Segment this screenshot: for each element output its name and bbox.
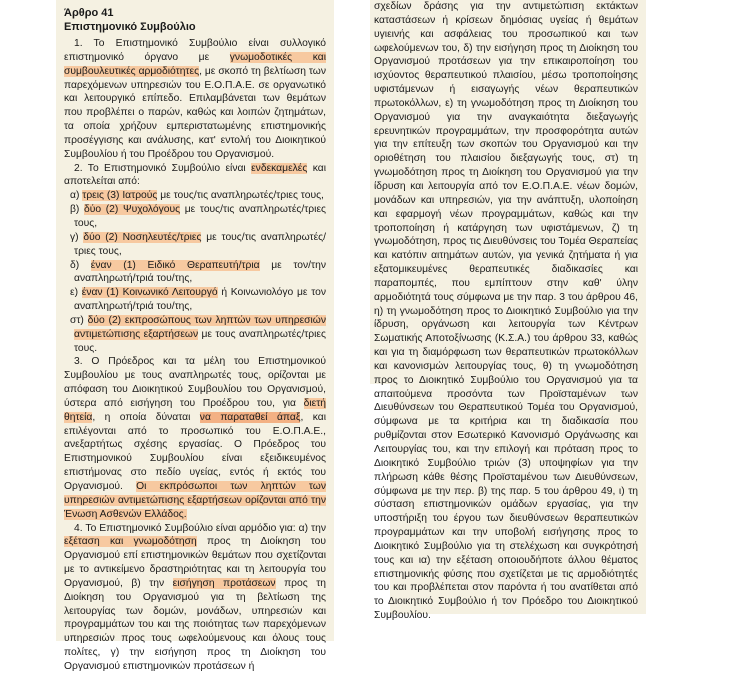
article-number: Άρθρο 41	[64, 7, 114, 19]
item-text: με τους/τις αναπληρωτές/τριες τους,	[157, 190, 324, 202]
item-text: ή Κοινωνιολόγο με τον αναπληρωτή/τριά του/της,	[74, 287, 326, 313]
list-item	[64, 189, 326, 203]
p2-text-a: 2. Το Επιστημονικό Συμβούλιο είναι	[74, 162, 252, 174]
left-column	[56, 0, 334, 672]
list-item	[64, 231, 326, 259]
paragraph-4	[64, 522, 326, 674]
item-highlight: έναν (1) Ειδικό Θεραπευτή/τρια	[90, 259, 260, 271]
item-marker: γ)	[70, 231, 84, 243]
p3-highlight-representatives: Οι εκπρόσωποι των ληπτών των υπηρεσιών αντιμετώπισης εξαρτήσεων ορίζονται από την Ένωση Ασθενών Ελλάδος.	[64, 481, 326, 520]
list-item	[64, 259, 326, 287]
p2-highlight: ενδεκαμελές	[251, 162, 308, 174]
item-highlight: δύο (2) Ψυχολόγους	[84, 204, 181, 216]
p3-text-b: , η οποία δύναται	[92, 411, 200, 423]
p1-text-b: , με σκοπό τη βελτίωση των παρεχόμενων υπηρεσιών του Ε.Ο.Π.Α.Ε. σε οργανωτικό και λειτουργικό επίπεδο. Επιλαμβάνεται των θεμάτων που προβλέπει ο παρών, καθώς και λοιπών ζητημάτων, τα οποία χρήζουν εμπεριστατωμένης επιστημονικής προσέγγισης και ανάλυσης, κατ' εντολή του Διοικητικού Συμβουλίου ή του Προέδρου του Οργανισμού.	[64, 65, 326, 160]
item-highlight: δύο (2) εκπροσώπους των ληπτών των υπηρεσιών αντιμετώπισης εξαρτήσεων	[74, 314, 326, 340]
p3-text-c: , και επιλέγονται από το προσωπικό του Ε.Ο.Π.Α.Ε., ανεξαρτήτως σχέσης εργασίας. Ο Πρόεδρος του Επιστημονικού Συμβουλίου είναι εξειδικευμένος επιστήμονας στο πεδίο υγείας, εντός ή εκτός του Οργανισμού.	[64, 411, 326, 492]
item-marker: στ)	[70, 314, 88, 326]
list-item	[64, 314, 326, 356]
p1-highlight: γνωμοδοτικές και συμβουλευτικές αρμοδιότητες	[64, 51, 326, 77]
paragraph-2	[64, 162, 326, 190]
item-highlight: δύο (2) Νοσηλευτές/τριες	[83, 231, 202, 243]
list-item	[64, 203, 326, 231]
p2-text-b: και αποτελείται από:	[64, 162, 327, 188]
item-highlight: έναν (1) Κοινωνικό Λειτουργό	[81, 287, 218, 299]
item-text: με τον/την αναπληρωτή/τριά του/της,	[74, 259, 326, 285]
right-column-text: σχεδίων δράσης για την αντιμετώπιση εκτάκτων καταστάσεων ή κρίσεων δημόσιας υγείας ή θεμάτων υγιεινής και ασφάλειας του προσωπικού και των ωφελούμενων του, δ) την εισήγηση προς τη Διοίκηση του Οργανισμού προτάσεων για την επικαιροποίηση του ισχύοντος θεραπευτικού πλαισίου, μέσω τροποποίησης υφιστάμενων ή εισαγωγής νέων θεραπευτικών πρωτοκόλλων, ε) τη γνωμοδότηση προς τη Διοίκηση του Οργανισμού για την αναγκαιότητα διεξαγωγής ερευνητικών προγραμμάτων, την προσφορότητα αυτών για την επίτευξη των σκοπών του Οργανισμού και την οριοθέτηση του πλαισίου διεξαγωγής τους, στ) τη γνωμοδότηση προς τη Διοίκηση του Οργανισμού για την ίδρυση και λειτουργία από τον Ε.Ο.Π.Α.Ε. νέων δομών, μονάδων και υπηρεσιών, για την ανάπτυξη, υλοποίηση και εφαρμογή νέων προγραμμάτων, καθώς και την τροποποίηση ή κατάργηση των υφιστάμενων, ζ) τη γνωμοδότηση, προς τις Διευθύνσεις του Τομέα Θεραπείας και κατόπιν αιτημάτων αυτών, για γενικά ζητήματα ή για εξατομικευμένες θεραπευτικές διαδικασίες και παραπομπές, που εμπίπτουν στην καθ' ύλην αρμοδιότητά τους σύμφωνα με την παρ. 3 του άρθρου 46, η) τη γνωμοδότηση προς το Διοικητικό Συμβούλιο για την ίδρυση, οργάνωση και λειτουργία των Κέντρων Σωματικής Αποτοξίνωσης (Κ.Σ.Α.) του άρθρου 33, καθώς και για τη διαμόρφωση των θεραπευτικών πρωτοκόλλων και κανονισμών λειτουργίας τους, θ) τη γνωμοδότηση προς το Διοικητικό Συμβούλιο του Οργανισμού για τα απαιτούμενα προσόντα των Προϊσταμένων των Διευθύνσεων του Θεραπευτικού Τομέα του Οργανισμού, σύμφωνα με τα κριτήρια και τη διαδικασία που ρυθμίζονται στον Εσωτερικό Κανονισμό Οργάνωσης και Λειτουργίας του, και την επιλογή και πρόταση προς το Διοικητικό Συμβούλιο τριών (3) υποψηφίων για την πλήρωση κάθε θέσης Προϊσταμένου των Διευθύνσεων, σύμφωνα με την περ. β) της παρ. 5 του άρθρου 49, ι) τη σύσταση επιστημονικών ομάδων εργασίας, για την υποστήριξη του έργου των διευθύνσεων θεραπευτικών προγραμμάτων και την υποβολή εισήγησης προς το Διοικητικό Συμβούλιο για τη στελέχωση και συγκρότησή τους και ια) την εξέταση οποιουδήποτε άλλου θέματος επιστημονικής φύσης που σχετίζεται με τις αρμοδιότητές του και προβλέπεται στον παρόντα ή του ανατίθεται από το Διοικητικό Συμβούλιο ή τον Πρόεδρο του Διοικητικού Συμβουλίου.	[374, 1, 638, 622]
item-marker: α)	[70, 190, 83, 202]
item-highlight: τρεις (3) Ιατρούς	[82, 190, 158, 202]
p3-text-a: 3. Ο Πρόεδρος και τα μέλη του Επιστημονικού Συμβουλίου με τους αναπληρωτές τους, ορίζονται με απόφαση του Διοικητικού Συμβουλίου του Οργανισμού, ύστερα από εισήγηση του Προέδρου του, για	[64, 356, 326, 409]
item-text: με τους/τις αναπληρωτές/τριες τους,	[74, 204, 327, 229]
item-marker: ε)	[70, 287, 82, 299]
item-marker: δ)	[70, 259, 91, 271]
item-text: με τους αναπληρωτές/τριες τους.	[74, 328, 326, 354]
p4-text-b: προς τη Διοίκηση του Οργανισμού επί επιστημονικών θεμάτων που σχετίζονται με το αντικείμενο δραστηριότητας και τη λειτουργία του Οργανισμού, β) την	[64, 536, 326, 589]
p1-text-a: 1. Το Επιστημονικό Συμβούλιο είναι συλλογικό επιστημονικό όργανο με	[64, 38, 326, 63]
p3-highlight-extension: να παραταθεί άπαξ	[199, 411, 301, 423]
paragraph-3	[64, 355, 326, 521]
paragraph-1	[64, 37, 326, 162]
p4-text-a: 4. Το Επιστημονικό Συμβούλιο είναι αρμόδιο για: α) την	[74, 522, 326, 534]
list-item	[64, 286, 326, 314]
article-title: Επιστημονικό Συμβούλιο	[64, 21, 196, 33]
p4-highlight-examination: εξέταση και γνωμοδότηση	[64, 536, 197, 548]
p4-highlight-proposals: εισήγηση προτάσεων	[172, 577, 276, 589]
p4-text-c: προς τη Διοίκηση του Οργανισμού για τη βελτίωση της λειτουργίας των δομών, μονάδων, υπηρεσιών και προγραμμάτων του και της ποιότητας των παρεχόμενων υπηρεσιών προς τους ωφελούμενους και όλους τους πολίτες, γ) την εισήγηση προς τη Διοίκηση του Οργανισμού επιστημονικών προτάσεων ή	[64, 577, 326, 672]
right-column	[370, 0, 646, 623]
item-marker: β)	[70, 204, 85, 216]
p3-highlight-term: διετή θητεία	[64, 397, 326, 423]
item-text: με τους/τις αναπληρωτές/τριες τους,	[74, 231, 326, 257]
